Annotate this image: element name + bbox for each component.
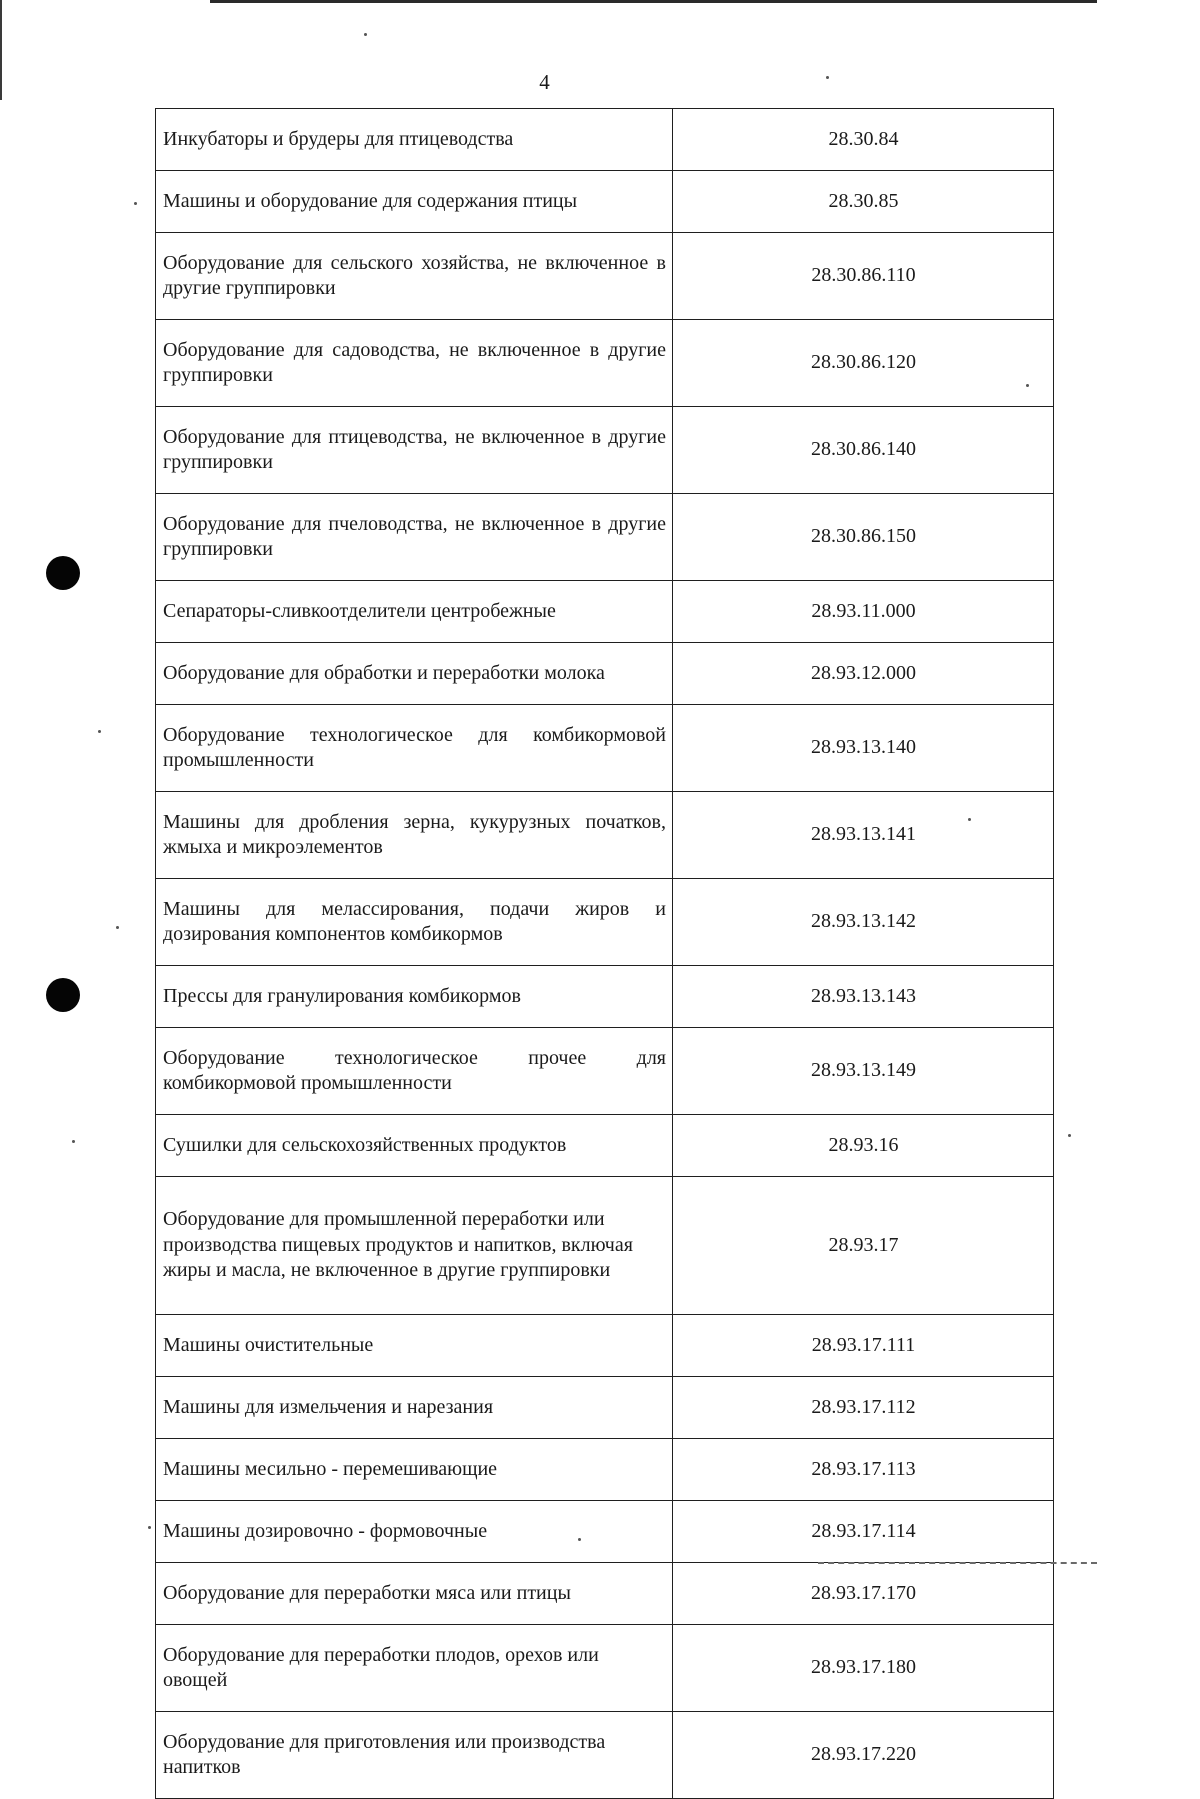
equipment-code-cell: 28.30.84 xyxy=(673,109,1054,171)
equipment-name-cell: Оборудование для обработки и переработки молока xyxy=(156,643,673,705)
scan-speck xyxy=(98,730,101,733)
equipment-name-cell: Оборудование для пчеловодства, не включенное в другие группировки xyxy=(156,494,673,581)
equipment-code-cell: 28.93.17 xyxy=(673,1177,1054,1315)
scan-bottom-edge-line xyxy=(818,1562,1097,1564)
equipment-code-cell: 28.30.86.120 xyxy=(673,320,1054,407)
table-row xyxy=(156,1625,1054,1712)
table-row xyxy=(156,643,1054,705)
scan-speck xyxy=(1068,1134,1071,1137)
table-row xyxy=(156,1712,1054,1799)
equipment-name-cell: Сушилки для сельскохозяйственных продуктов xyxy=(156,1115,673,1177)
equipment-name-cell: Оборудование для приготовления или производства напитков xyxy=(156,1712,673,1799)
equipment-code-cell: 28.93.17.111 xyxy=(673,1315,1054,1377)
scan-speck xyxy=(72,1140,75,1143)
equipment-code-cell: 28.30.86.140 xyxy=(673,407,1054,494)
equipment-code-cell: 28.93.13.149 xyxy=(673,1028,1054,1115)
equipment-code-cell: 28.30.85 xyxy=(673,171,1054,233)
equipment-code-cell: 28.93.13.140 xyxy=(673,705,1054,792)
scan-speck xyxy=(1026,384,1029,387)
scan-top-edge-line xyxy=(210,0,1097,3)
equipment-name-cell: Машины дозировочно - формовочные xyxy=(156,1501,673,1563)
table-row xyxy=(156,1439,1054,1501)
equipment-code-cell: 28.93.13.143 xyxy=(673,966,1054,1028)
table-row xyxy=(156,407,1054,494)
equipment-name-cell: Инкубаторы и брудеры для птицеводства xyxy=(156,109,673,171)
equipment-name-cell: Машины месильно - перемешивающие xyxy=(156,1439,673,1501)
scan-speck xyxy=(578,1538,581,1541)
equipment-name-cell: Машины для мелассирования, подачи жиров и дозирования компонентов комбикормов xyxy=(156,879,673,966)
table-row xyxy=(156,966,1054,1028)
table-row xyxy=(156,1315,1054,1377)
table-row xyxy=(156,320,1054,407)
equipment-name-cell: Оборудование технологическое прочее для комбикормовой промышленности xyxy=(156,1028,673,1115)
equipment-name-cell: Машины для дробления зерна, кукурузных початков, жмыха и микроэлементов xyxy=(156,792,673,879)
scan-speck xyxy=(826,76,829,79)
scan-speck xyxy=(116,926,119,929)
equipment-name-cell: Оборудование для переработки мяса или птицы xyxy=(156,1563,673,1625)
punch-hole-mark xyxy=(46,978,80,1012)
equipment-name-cell: Машины очистительные xyxy=(156,1315,673,1377)
equipment-name-cell: Оборудование для переработки плодов, орехов или овощей xyxy=(156,1625,673,1712)
equipment-code-cell: 28.93.13.141 xyxy=(673,792,1054,879)
table-row xyxy=(156,1177,1054,1315)
equipment-name-cell: Машины и оборудование для содержания птицы xyxy=(156,171,673,233)
equipment-name-cell: Оборудование технологическое для комбикормовой промышленности xyxy=(156,705,673,792)
table-row xyxy=(156,171,1054,233)
equipment-code-cell: 28.93.17.180 xyxy=(673,1625,1054,1712)
equipment-code-cell: 28.93.11.000 xyxy=(673,581,1054,643)
scan-speck xyxy=(364,33,367,36)
equipment-code-cell: 28.93.17.112 xyxy=(673,1377,1054,1439)
page-number xyxy=(0,70,1097,95)
table-row xyxy=(156,792,1054,879)
table-row xyxy=(156,1115,1054,1177)
scan-speck xyxy=(968,818,971,821)
table-row xyxy=(156,1501,1054,1563)
equipment-name-cell: Оборудование для промышленной переработки или производства пищевых продуктов и напитков, включая жиры и масла, не включенное в другие группировки xyxy=(156,1177,673,1315)
equipment-code-cell: 28.30.86.150 xyxy=(673,494,1054,581)
equipment-code-cell: 28.93.16 xyxy=(673,1115,1054,1177)
equipment-code-cell: 28.93.13.142 xyxy=(673,879,1054,966)
page-number-text: 4 xyxy=(539,70,550,94)
equipment-name-cell: Машины для измельчения и нарезания xyxy=(156,1377,673,1439)
equipment-code-cell: 28.93.17.113 xyxy=(673,1439,1054,1501)
punch-hole-mark xyxy=(46,556,80,590)
table-row xyxy=(156,233,1054,320)
scan-speck xyxy=(148,1526,151,1529)
table-row xyxy=(156,705,1054,792)
equipment-name-cell: Оборудование для садоводства, не включенное в другие группировки xyxy=(156,320,673,407)
table-row xyxy=(156,581,1054,643)
table-row xyxy=(156,1563,1054,1625)
equipment-name-cell: Оборудование для сельского хозяйства, не включенное в другие группировки xyxy=(156,233,673,320)
equipment-code-cell: 28.93.17.220 xyxy=(673,1712,1054,1799)
table-row xyxy=(156,109,1054,171)
equipment-name-cell: Сепараторы-сливкоотделители центробежные xyxy=(156,581,673,643)
equipment-code-cell: 28.93.17.170 xyxy=(673,1563,1054,1625)
equipment-code-table xyxy=(155,108,1054,1799)
table-row xyxy=(156,1377,1054,1439)
equipment-name-cell: Прессы для гранулирования комбикормов xyxy=(156,966,673,1028)
table-row xyxy=(156,879,1054,966)
equipment-name-cell: Оборудование для птицеводства, не включенное в другие группировки xyxy=(156,407,673,494)
scan-speck xyxy=(134,202,137,205)
equipment-code-cell: 28.93.12.000 xyxy=(673,643,1054,705)
equipment-code-cell: 28.93.17.114 xyxy=(673,1501,1054,1563)
table-row xyxy=(156,1028,1054,1115)
equipment-code-cell: 28.30.86.110 xyxy=(673,233,1054,320)
table-row xyxy=(156,494,1054,581)
